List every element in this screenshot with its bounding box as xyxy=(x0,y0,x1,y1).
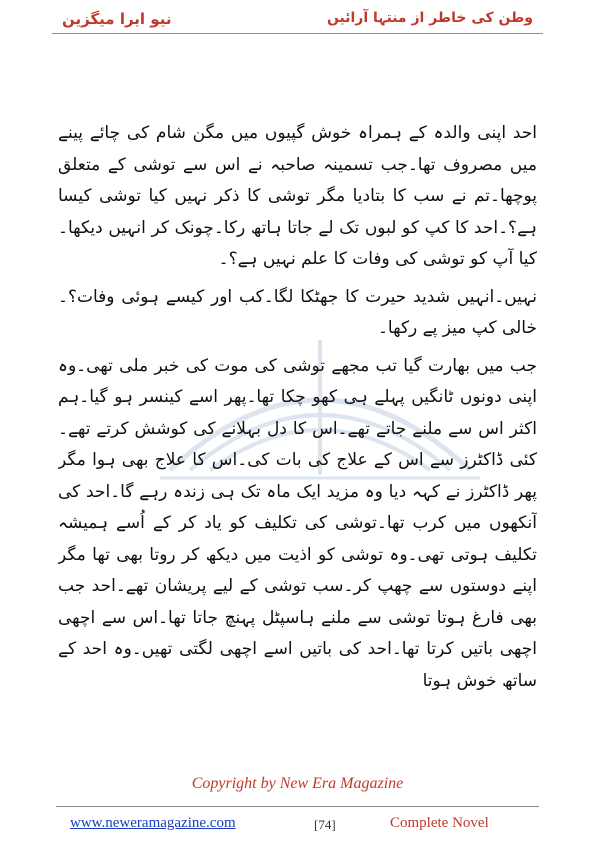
website-link[interactable]: www.neweramagazine.com xyxy=(70,815,236,831)
copyright-notice: Copyright by New Era Magazine xyxy=(191,775,404,792)
complete-novel-label: Complete Novel xyxy=(390,815,489,831)
paragraph: احد اپنی والدہ کے ہمراہ خوش گپیوں میں مگن شام کی چائے پینے میں مصروف تھا۔جب تسمینہ صاحبہ نے اس سے توشی کے متعلق پوچھا۔تم نے سب کا بتادیا مگر توشی کا ذکر نہیں کیا توشی کیسا ہے؟۔احد کا کپ کو لبوں تک لے جاتا ہاتھ رکا۔چونک کر انہیں دیکھا۔کیا آپ کو توشی کی وفات کا علم نہیں ہے؟۔ xyxy=(58,123,537,269)
paragraph: نہیں۔انہیں شدید حیرت کا جھٹکا لگا۔کب اور کیسے ہوئی وفات؟۔خالی کپ میز پے رکھا۔ xyxy=(58,286,537,338)
novel-body xyxy=(58,118,537,733)
paragraph: جب میں بھارت گیا تب مجھے توشی کی موت کی خبر ملی تھی۔وہ اپنی دونوں ٹانگیں پہلے ہی کھو چکا تھا۔پھر اسے کینسر ہو گیا۔ہم اکثر اس سے ملنے جاتے تھے۔اس کا دل بہلانے کی کوشش کرتے تھے۔کئی ڈاکٹرز سے اس کے علاج کی بات کی۔اس کا علاج بھی ہوا مگر پھر ڈاکٹرز نے کہہ دیا وہ مزید ایک ماہ تک ہی زندہ رہے گا۔احد کی آنکھوں میں کرب تھا۔توشی کی تکلیف کو یاد کر کے اُسے ہمیشہ تکلیف ہوتی تھی۔وہ توشی کو اذیت میں دیکھ کر روتا بھی تھا مگر اپنے دوستوں سے چھپ کر۔سب توشی کے لیے پریشان تھے۔احد جب بھی فارغ ہوتا توشی سے ملنے ہاسپٹل پہنچ جاتا تھا۔اس سے اچھی اچھی باتیں کرتا تھا۔احد کی باتیں اسے اچھی لگتی تھیں۔وہ احد کے ساتھ خوش ہوتا xyxy=(58,355,537,691)
magazine-name: نیو ایرا میگزین xyxy=(62,10,172,28)
footer-divider xyxy=(56,806,539,807)
header-divider xyxy=(52,33,543,34)
page-number: [74] xyxy=(314,817,336,832)
novel-title-header: وطن کی خاطر از منتہا آرائیں xyxy=(326,10,533,26)
